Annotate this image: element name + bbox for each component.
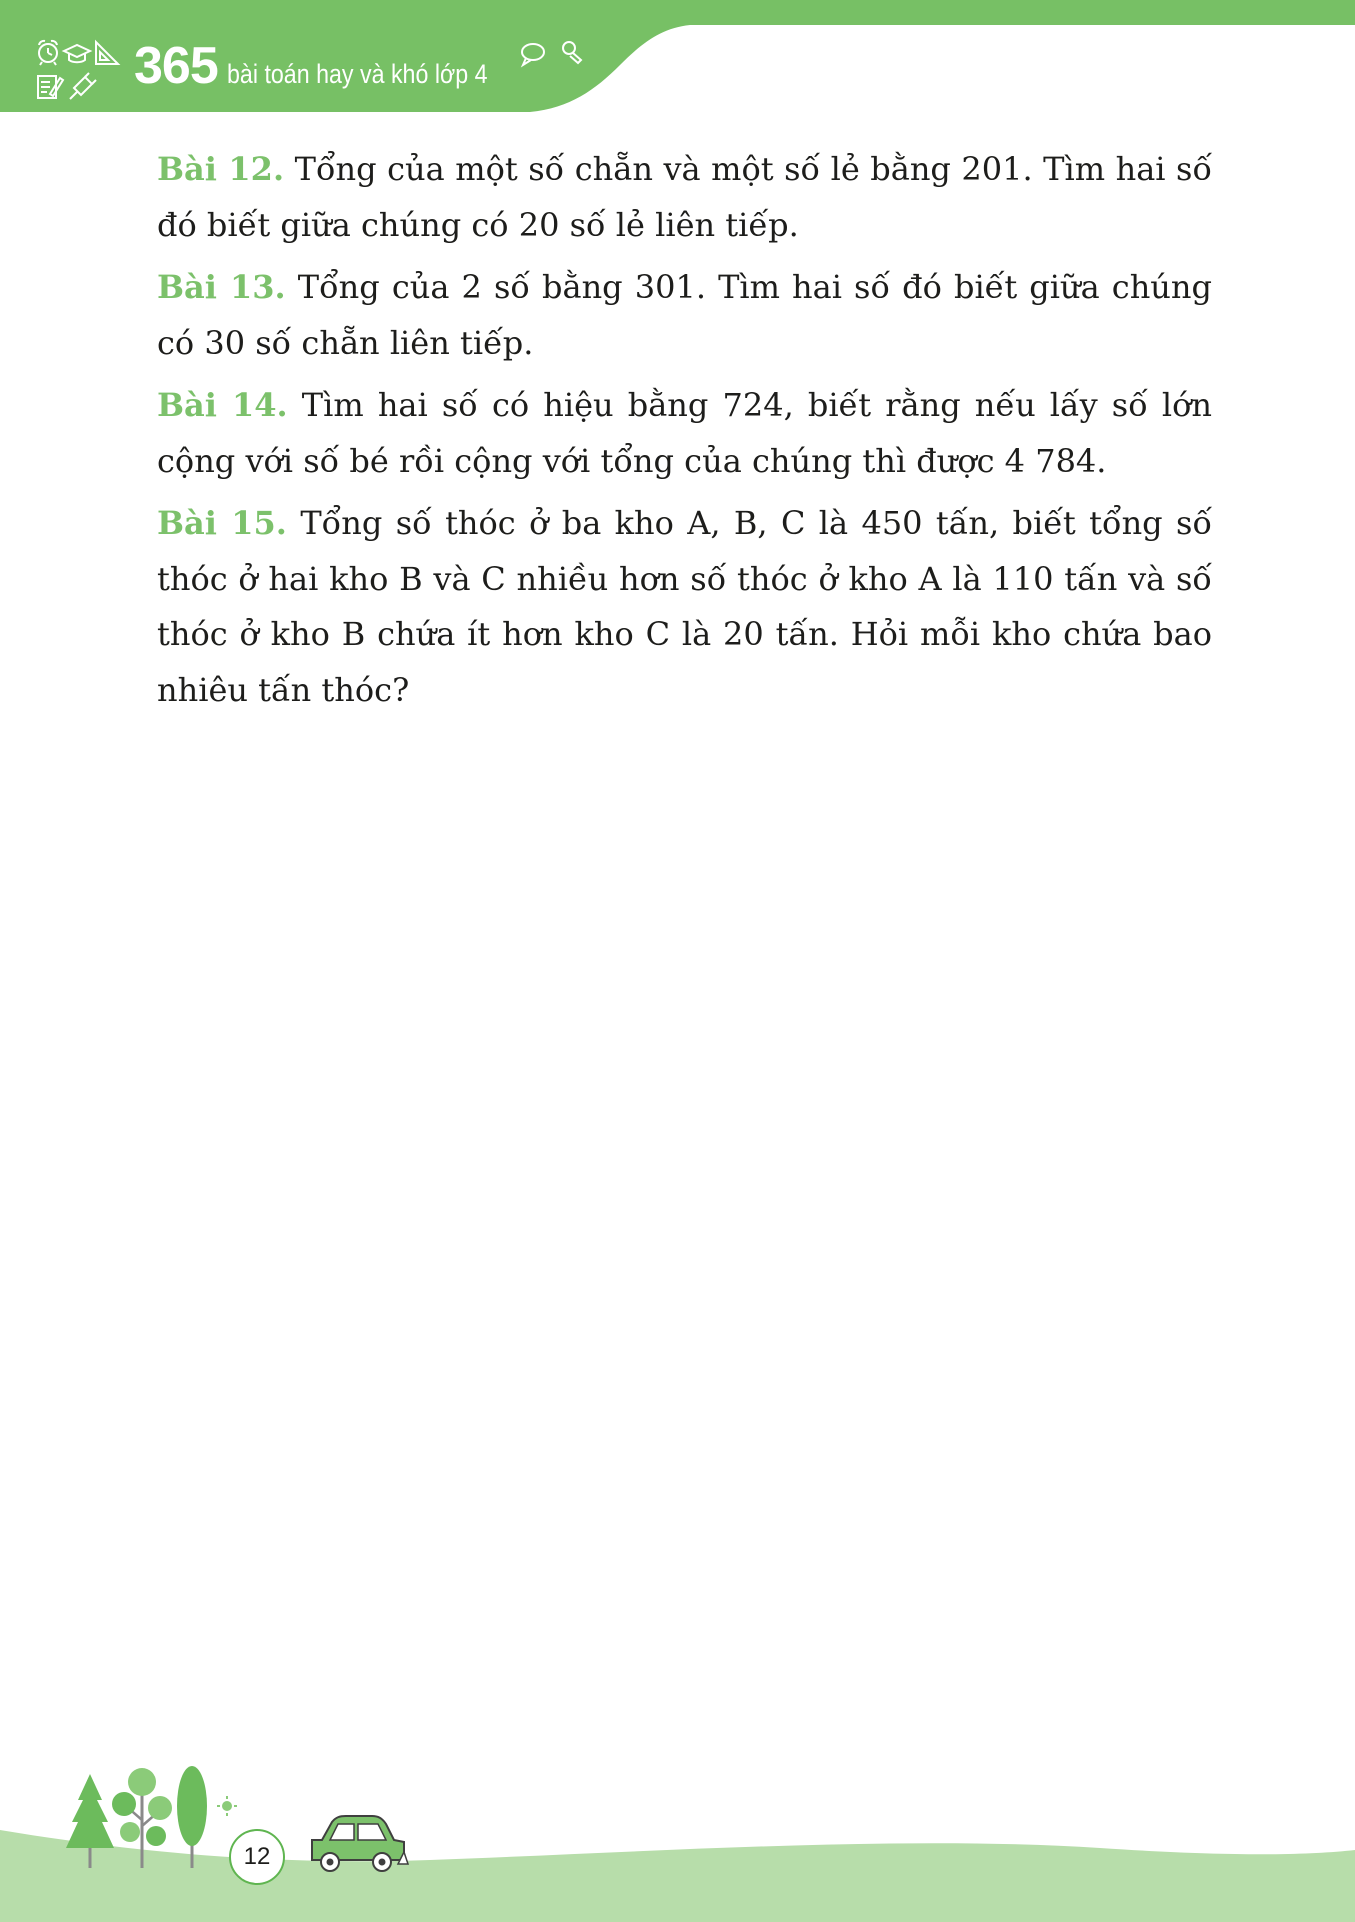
exercise-label: Bài 13. (157, 268, 286, 306)
notepad-icon (38, 76, 63, 98)
sun-icon (217, 1796, 237, 1816)
exercise-12 (157, 142, 1212, 253)
exercise-list (157, 142, 1212, 725)
exercise-text: Tổng của 2 số bằng 301. Tìm hai số đó biết giữa chúng có 30 số chẵn liên tiếp. (157, 268, 1213, 362)
header-right-icons (518, 38, 592, 74)
graduation-cap-icon (64, 45, 90, 62)
exercise-text: Tổng số thóc ở ba kho A, B, C là 450 tấn, biết tổng số thóc ở hai kho B và C nhiều hơn số thóc ở kho A là 110 tấn và số thóc ở kho B chứa ít hơn kho C là 20 tấn. Hỏi mỗi kho chứa bao nhiêu tấn thóc? (157, 504, 1213, 709)
book-title-number: 365 (134, 37, 218, 95)
exercise-13 (157, 260, 1212, 371)
exercise-15 (157, 496, 1212, 718)
book-title-subtitle: bài toán hay và khó lớp 4 (226, 59, 488, 89)
tree-icon (177, 1766, 207, 1868)
exercise-label: Bài 15. (157, 504, 287, 542)
pin-icon (70, 73, 96, 99)
exercise-label: Bài 14. (157, 386, 288, 424)
page-number: 12 (229, 1829, 285, 1885)
exercise-14 (157, 378, 1212, 489)
exercise-label: Bài 12. (157, 150, 285, 188)
speech-bubble-icon (522, 44, 544, 65)
exercise-text: Tìm hai số có hiệu bằng 724, biết rằng nếu lấy số lớn cộng với số bé rồi cộng với tổng của chúng thì được 4 784. (157, 386, 1213, 480)
page-header (0, 0, 1355, 115)
set-square-icon (96, 42, 118, 64)
header-decoration-icons (30, 36, 130, 106)
exercise-text: Tổng của một số chẵn và một số lẻ bằng 201. Tìm hai số đó biết giữa chúng có 20 số lẻ liên tiếp. (157, 150, 1213, 244)
book-title (134, 36, 530, 106)
footer-landscape (0, 1760, 1355, 1922)
magnifier-icon (563, 42, 581, 63)
alarm-clock-icon (39, 41, 57, 65)
page-footer (0, 1760, 1355, 1922)
